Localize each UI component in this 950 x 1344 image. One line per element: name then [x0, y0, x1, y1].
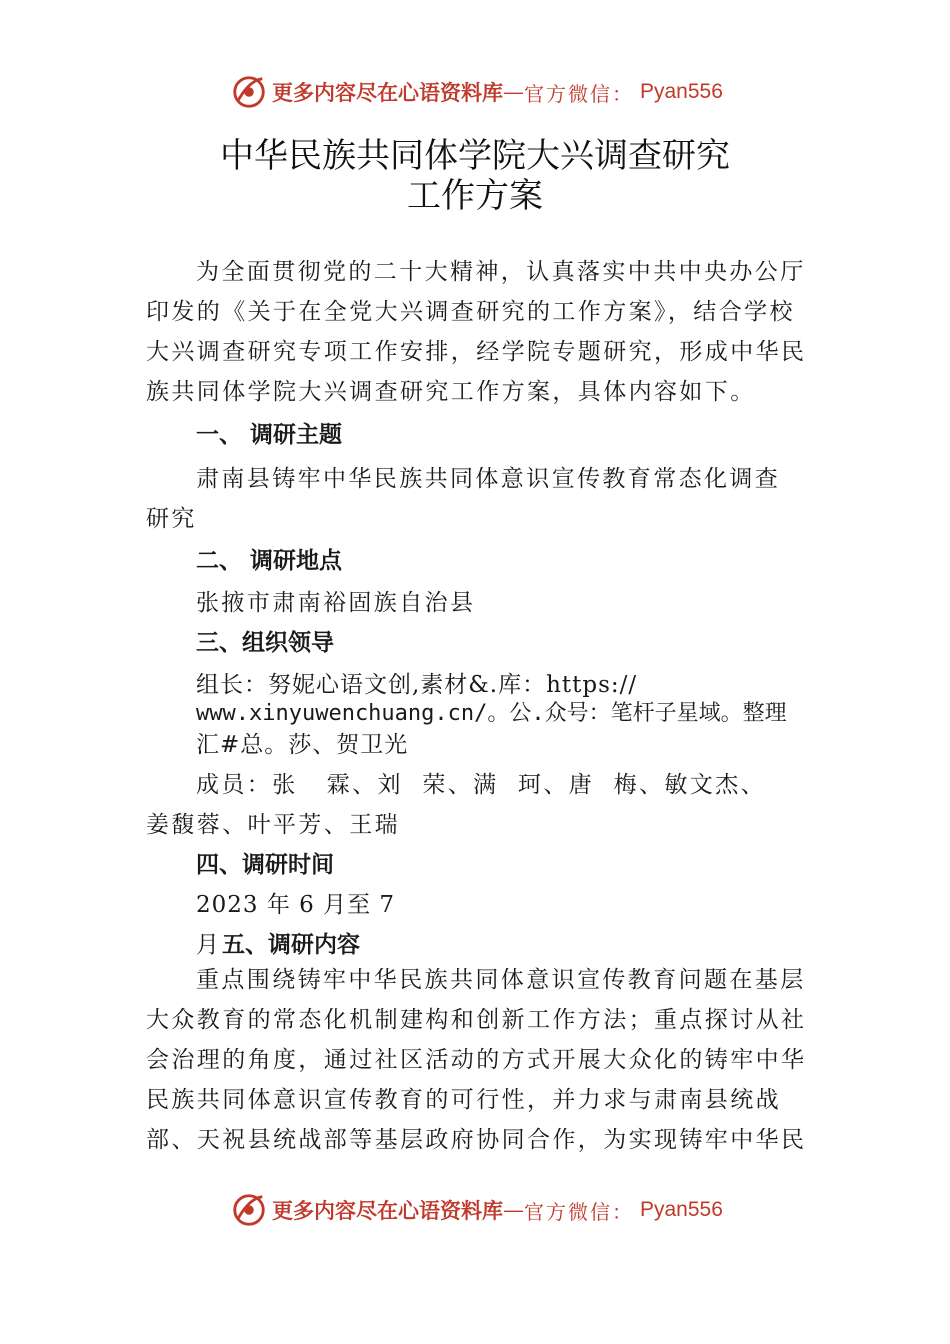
- leader-line1: 组长：努妮心语文创,素材&.库：https://: [196, 672, 638, 698]
- members-line1: 成员：张 霖、刘 荣、满 珂、唐 梅、敏文杰、: [196, 772, 766, 798]
- section-heading-leadership: 三、组织领导: [196, 630, 334, 656]
- document-title-line1: 中华民族共同体学院大兴调查研究: [220, 136, 730, 176]
- time-body-continuation: 月: [196, 932, 219, 958]
- intro-paragraph: 为全面贯彻党的二十大精神，认真落实中共中央办公厅印发的《关于在全党大兴调查研究的工作方案》，结合学校大兴调查研究专项工作安排，经学院专题研究，形成中华民族共同体学院大兴调查研究工作方案，具体内容如下。: [146, 259, 807, 405]
- leader-line3: 汇#总。莎、贺卫光: [196, 732, 409, 758]
- banner-separator: —: [503, 1198, 524, 1222]
- topic-body-line2: 研究: [146, 506, 197, 532]
- banner-wechat-id: Pyan556: [640, 1198, 723, 1221]
- section-heading-location: 二、 调研地点: [196, 548, 343, 574]
- section-heading-content: 五、调研内容: [222, 932, 360, 958]
- banner-separator: —: [503, 80, 524, 104]
- leader-line2: www.xinyuwenchuang.cn/。公.众号：笔杆子星域。整理: [196, 701, 787, 726]
- members-line2: 姜馥蓉、叶平芳、王瑞: [146, 812, 400, 838]
- banner-wechat-id: Pyan556: [640, 80, 723, 103]
- banner-slogan: 更多内容尽在心语资料库: [272, 80, 503, 105]
- document-title-line2: 工作方案: [407, 176, 543, 216]
- circular-brand-logo-icon: [230, 73, 268, 111]
- topic-body-line1: 肃南县铸牢中华民族共同体意识宣传教育常态化调查: [196, 466, 781, 492]
- section-heading-topic: 一、 调研主题: [196, 422, 343, 448]
- banner-slogan: 更多内容尽在心语资料库: [272, 1198, 503, 1223]
- banner-wechat-label: 官方微信：: [524, 81, 634, 106]
- banner-wechat-label: 官方微信：: [524, 1199, 634, 1224]
- section-heading-time: 四、调研时间: [196, 852, 334, 878]
- footer-banner: [230, 1188, 723, 1232]
- location-body: 张掖市肃南裕固族自治县: [196, 590, 476, 616]
- circular-brand-logo-icon: [230, 1191, 268, 1229]
- content-paragraph: 重点围绕铸牢中华民族共同体意识宣传教育问题在基层大众教育的常态化机制建构和创新工作方法；重点探讨从社会治理的角度，通过社区活动的方式开展大众化的铸牢中华民族共同体意识宣传教育的可行性，并力求与肃南县统战部、天祝县统战部等基层政府协同合作，为实现铸牢中华民: [146, 967, 807, 1153]
- time-body: 2023 年 6 月至 7: [196, 892, 396, 918]
- header-banner: [230, 70, 723, 114]
